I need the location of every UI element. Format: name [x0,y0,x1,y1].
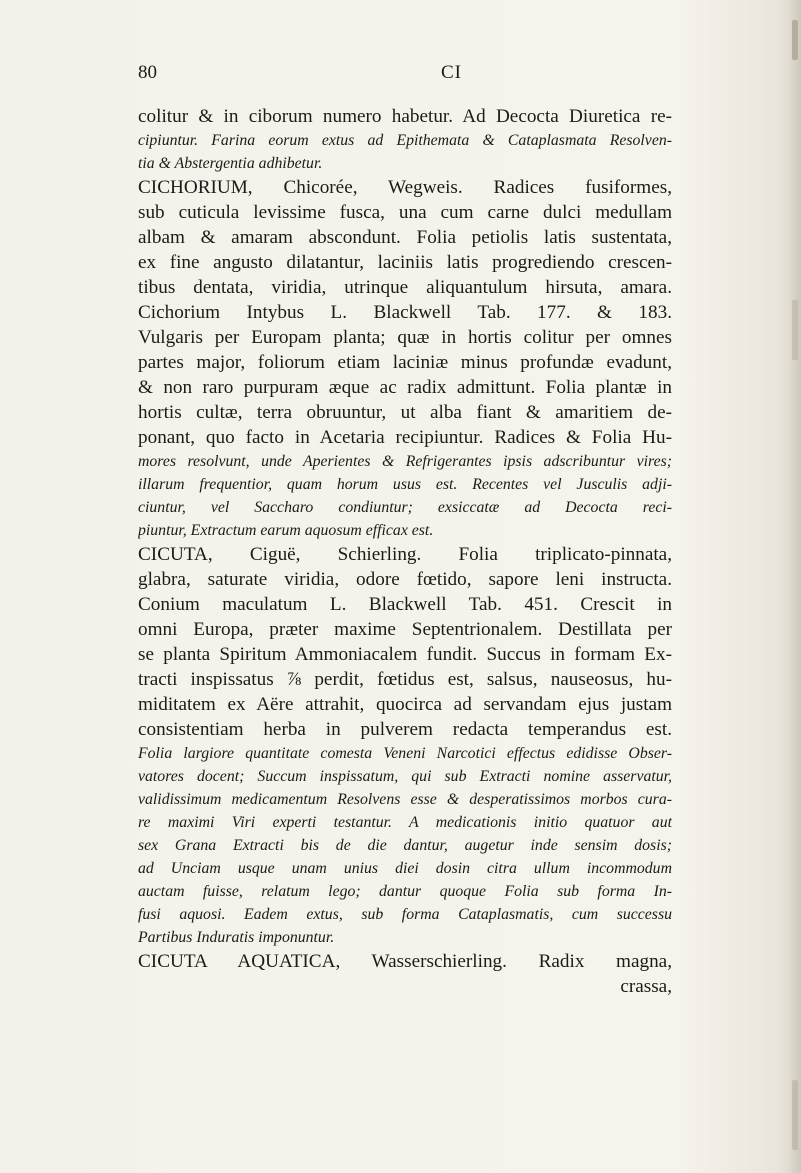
text-line: & non raro purpuram æque ac radix admittunt. Folia plantæ in [138,377,672,398]
edge-stain [792,300,798,360]
text-line: omni Europa, præter maxime Septentrionalem. Destillata per [138,619,672,640]
text-line: tibus dentata, viridia, utrinque aliquantulum hirsuta, amara. [138,277,672,298]
text-line: hortis cultæ, terra obruuntur, ut alba fiant & amaritiem de- [138,402,672,423]
text-line: fusi aquosi. Eadem extus, sub forma Cataplasmatis, cum successu [138,906,672,923]
text-line: ponant, quo facto in Acetaria recipiuntur. Radices & Folia Hu- [138,427,672,448]
text-line: re maximi Viri experti testantur. A medicationis initio quatuor aut [138,814,672,831]
edge-stain [792,1080,798,1150]
text-line: ciuntur, vel Saccharo condiuntur; exsiccatæ ad Decocta reci- [138,499,672,516]
text-line: consistentiam herba in pulverem redacta temperandus est. [138,719,672,740]
text-line: albam & amaram abscondunt. Folia petiolis latis sustentata, [138,227,672,248]
entry-heading-cicuta: CICUTA, Ciguë, Schierling. Folia triplicato-pinnata, [138,544,672,565]
text-line: vatores docent; Succum inspissatum, qui sub Extracti nomine asservatur, [138,768,672,785]
text-line: Conium maculatum L. Blackwell Tab. 451. Crescit in [138,594,672,615]
text-line: sub cuticula levissime fusca, una cum carne dulci medullam [138,202,672,223]
page-number: 80 [138,62,157,83]
running-signature: CI [441,62,462,83]
text-line: validissimum medicamentum Resolvens esse & desperatissimos morbos cura- [138,791,672,808]
catchword: crassa, [620,976,672,997]
text-line: cipiuntur. Farina eorum extus ad Epithemata & Cataplasmata Resolven- [138,132,672,149]
text-line: glabra, saturate viridia, odore fœtido, sapore leni instructa. [138,569,672,590]
text-line: ex fine angusto dilatantur, laciniis latis progrediendo crescen- [138,252,672,273]
text-line: ad Unciam usque unam unius diei dosin citra ullum incommodum [138,860,672,877]
text-line: Cichorium Intybus L. Blackwell Tab. 177. & 183. [138,302,672,323]
edge-stain [792,20,798,60]
page-edge-shadow [789,0,801,1173]
text-line: Vulgaris per Europam planta; quæ in hortis colitur per omnes [138,327,672,348]
text-line: partes major, foliorum etiam laciniæ minus profundæ evadunt, [138,352,672,373]
text-line: mores resolvunt, unde Aperientes & Refrigerantes ipsis adscribuntur vires; [138,453,672,470]
text-line: se planta Spiritum Ammoniacalem fundit. Succus in formam Ex- [138,644,672,665]
text-line: piuntur, Extractum earum aquosum efficax est. [138,522,434,539]
text-line: Partibus Induratis imponuntur. [138,929,335,946]
text-line: tia & Abstergentia adhibetur. [138,155,323,172]
text-line: illarum frequentior, quam horum usus est. Recentes vel Jusculis adji- [138,476,672,493]
entry-heading-cicuta-aquatica: CICUTA AQUATICA, Wasserschierling. Radix magna, [138,951,672,972]
text-line: colitur & in ciborum numero habetur. Ad Decocta Diuretica re- [138,106,672,127]
page-header [138,62,658,86]
text-line: miditatem ex Aëre attrahit, quocirca ad servandam ejus justam [138,694,672,715]
entry-heading-cichorium: CICHORIUM, Chicorée, Wegweis. Radices fusiformes, [138,177,672,198]
text-line: Folia largiore quantitate comesta Veneni Narcotici effectus edidisse Obser- [138,745,672,762]
text-line: sex Grana Extracti bis de die dantur, augetur inde sensim dosis; [138,837,672,854]
text-line: tracti inspissatus ⅞ perdit, fœtidus est, salsus, nauseosus, hu- [138,669,672,690]
body-text [138,104,672,999]
text-line: auctam fuisse, relatum lego; dantur quoque Folia sub forma In- [138,883,672,900]
